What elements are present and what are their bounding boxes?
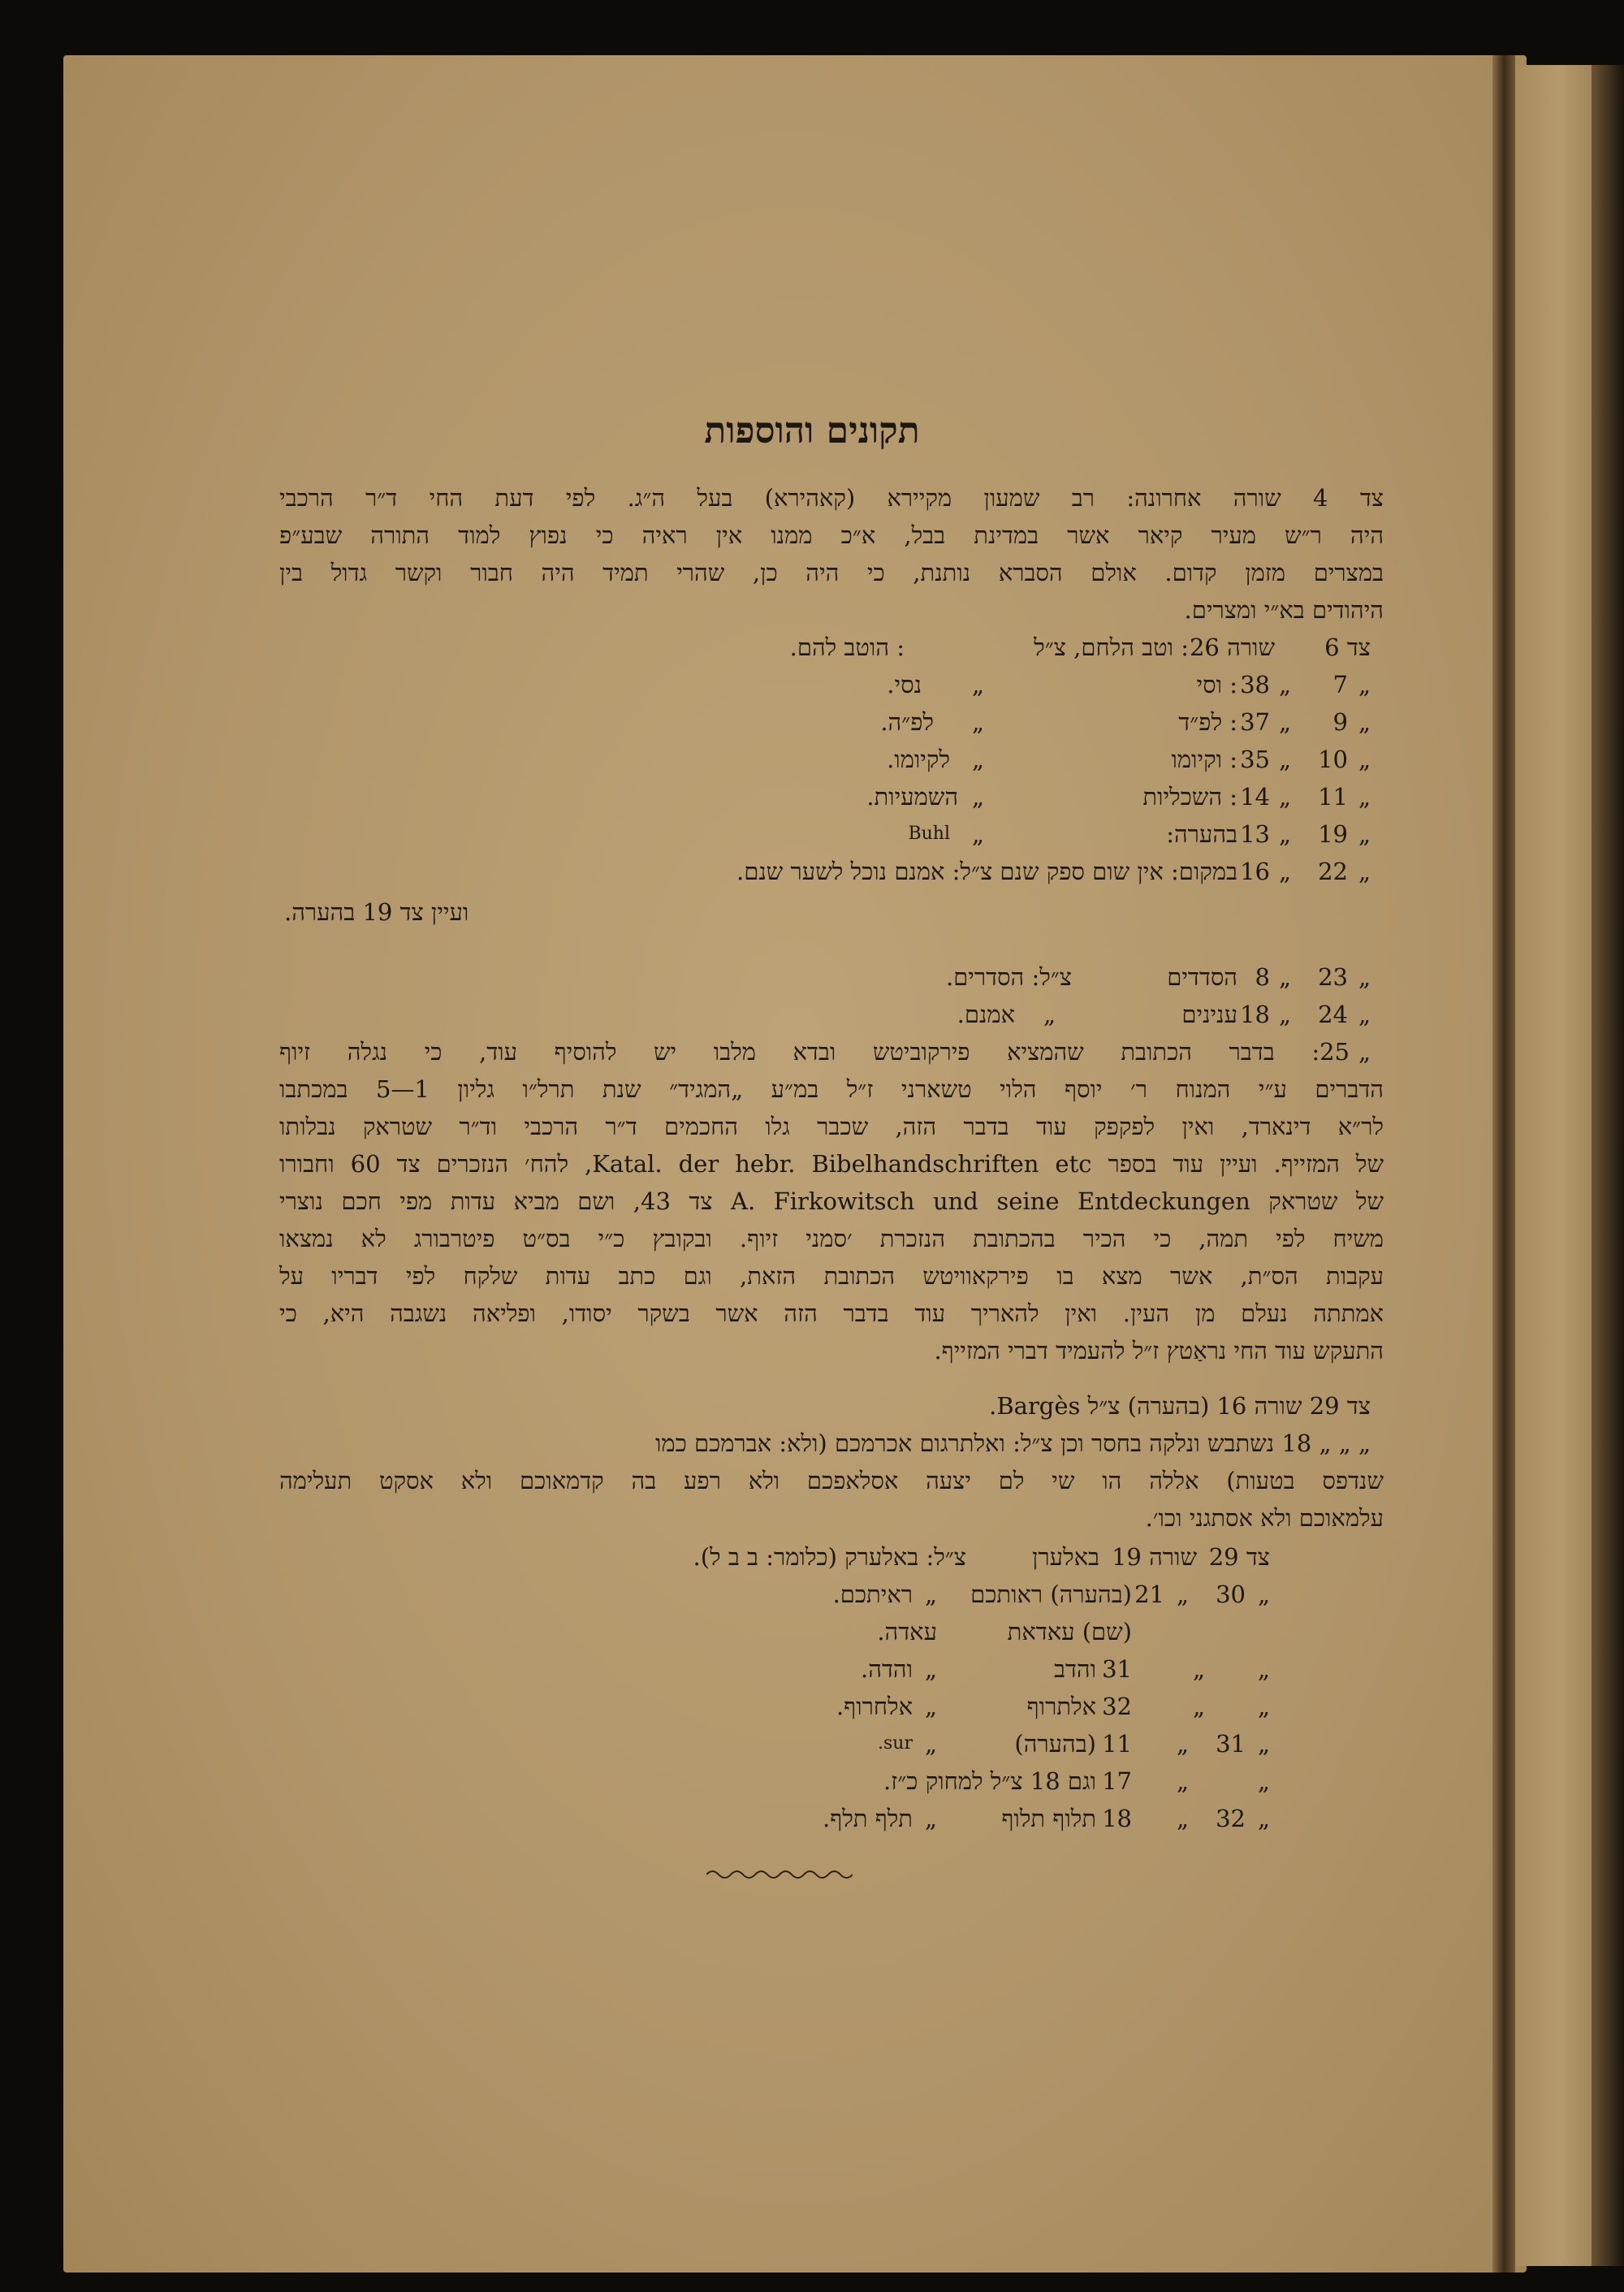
text-line: היה ר״ש מעיר קיאר אשר במדינת בבל, א״כ ממנו אין ראיה כי נפוץ למוד התורה שבע״פ: [279, 521, 1384, 549]
page-edge-shadow: [1592, 65, 1624, 2266]
page-title: תקונים והוספות: [704, 410, 920, 452]
correction-line: צד 29 שורה 16 (בהערה) צ״ל Bargès.: [989, 1392, 1371, 1420]
book-gutter: [1492, 55, 1515, 2273]
text-line: לר״א דינארד, ואין לפקפק עוד בדבר הזה, שכבר גלו החכמים ד״ר הרכבי וד״ר שטראק נבלותו: [279, 1113, 1384, 1140]
text-line: היהודים בא״י ומצרים.: [1184, 596, 1384, 624]
text-line: של המזייף. ועיין עוד בספר Katal. der hebr. Bibelhandschriften etc, להח׳ הנזכרים צד 60 וחבורו: [279, 1150, 1384, 1178]
text-line: צד 4 שורה אחרונה: רב שמעון מקיירא (קאהירא) בעל ה״ג. לפי דעת החי ד״ר הרכבי: [279, 484, 1384, 512]
text-line: הדברים ע״י המנוח ר׳ יוסף הלוי טשארני ז״ל במ״ע „המגיד״ שנת תרל״ו גליון 1—5 במכתבו: [279, 1075, 1384, 1103]
text-line: אמתתה נעלם מן העין. ואין להאריך עוד בדבר הזה אשר בשקר יסודו, ופליאה נשגבה היא, כי: [279, 1300, 1384, 1327]
text-line: עלמאוכם ולא אסתגני וכו׳.: [1145, 1504, 1384, 1532]
text-line: התעקש עוד החי נראַטץ ז״ל להעמיד דברי המזייף.: [934, 1337, 1384, 1364]
text-line: 25: בדבר הכתובת שהמציא פירקוביטש ובדא מלבו יש להוסיף עוד, כי נגלה זיוף: [279, 1038, 1350, 1066]
text-line: עקבות הס״ת, אשר מצא בו פירקאוויטש הכתובת הזאת, וגם כתב עדות שלקח לפי דבריו על: [279, 1262, 1384, 1290]
text-line: שנדפס בטעות) אללה הו שי לם יצעה אסלאפכם ולא רפע בה קדמאוכם ולא אסקט תעלימה: [279, 1467, 1384, 1494]
text-line: של שטראק A. Firkowitsch und seine Entdeckungen צד 43, ושם מביא עדות מפי חכם נוצרי: [279, 1187, 1384, 1215]
wavy-divider-ornament: [706, 1866, 853, 1883]
quote-mark: „: [1358, 1038, 1371, 1066]
text-line: במצרים מזמן קדום. אולם הסברא נותנת, כי היה כן, שהרי תמיד היה חבור וקשר גדול בין: [279, 559, 1384, 586]
cross-reference-note: ועיין צד 19 בהערה.: [284, 898, 469, 926]
text-line: משיח לפי תמה, כי הכיר בהכתובת הנזכרת ׳סמני זיוף. ובקובץ כ״י בס״ט פיטרבורג לא נמצאו: [279, 1225, 1384, 1252]
correction-line: „ „ „ 18 נשתבש ונלקה בחסר וכן צ״ל: ואלתרגום אכרמכם (ולא: אברמכם כמו: [654, 1429, 1371, 1457]
